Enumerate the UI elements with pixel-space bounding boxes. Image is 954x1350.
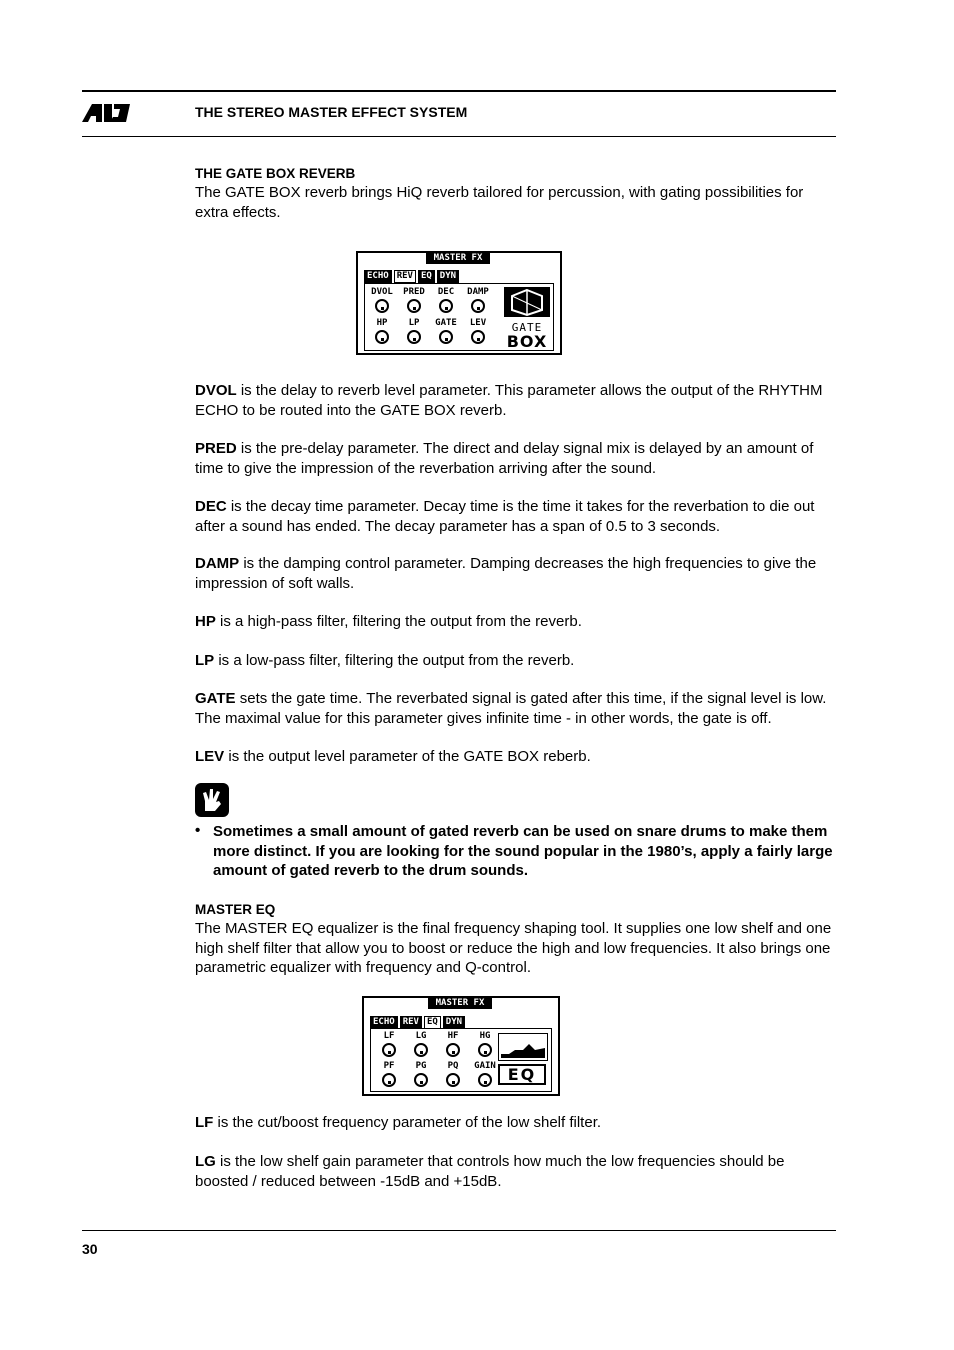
knob-label: DEC [437,287,455,297]
param-damp [195,554,840,593]
tip-text: Sometimes a small amount of gated reverb can be used on snare drums to make them more distinct. If you are looking for the sound popular in the 1980’s, apply a fairly large amount of gated reverb to the drum sounds. [213,823,833,879]
param-text: is the delay to reverb level parameter. This parameter allows the output of the RHYTHM ECHO to be routed into the GATE BOX reverb. [195,382,823,419]
param-lg [195,1152,840,1191]
knob-label: HG [479,1031,491,1041]
gatebox-logo-box: BOX [506,332,548,351]
knob-row-2 [366,318,494,344]
param-name: DVOL [195,382,237,399]
knob-label: GAIN [474,1061,496,1071]
knob-label: PF [383,1061,395,1071]
param-text: is the output level parameter of the GATE BOX reberb. [224,748,591,765]
param-text: is a low-pass filter, filtering the output from the reverb. [214,652,575,669]
knob-label: LEV [469,318,487,328]
tab-dyn: DYN [437,270,459,283]
param-lp [195,651,840,671]
knob-dial-icon [439,299,453,313]
knob-dial-icon [414,1043,428,1057]
tab-eq: EQ [424,1016,441,1029]
knob-pq [437,1061,469,1087]
screen-title: MASTER FX [428,998,492,1009]
header-top-rule [82,90,836,92]
eq-logo-text: EQ [498,1064,546,1085]
knob-dial-icon [414,1073,428,1087]
knob-dec [430,287,462,313]
knob-label: PRED [403,287,425,297]
knob-label: GATE [435,318,457,328]
mastereq-screen [362,996,560,1096]
param-name: PRED [195,440,237,457]
knob-lg [405,1031,437,1057]
elektron-logo [82,102,130,122]
eq-logo [498,1064,546,1086]
knob-dial-icon [375,330,389,344]
footer-rule [82,1230,836,1231]
knob-hp [366,318,398,344]
tab-rev: REV [400,1016,422,1029]
knob-dial-icon [478,1073,492,1087]
param-lev [195,747,840,767]
gatebox-screen [356,251,562,355]
cube-icon [504,287,550,317]
param-name: HP [195,613,216,630]
param-text: is a high-pass filter, filtering the output from the reverb. [215,613,582,630]
screen-tabs [364,270,459,283]
knob-dial-icon [446,1073,460,1087]
param-text: sets the gate time. The reverbated signal is gated after this time, if the signal level is low. The maximal value for this parameter gives infinite time - in other words, the gate is off. [195,690,827,727]
knob-row-1 [373,1031,501,1057]
eq-curve-display [498,1033,548,1061]
gatebox-intro: The GATE BOX reverb brings HiQ reverb tailored for percussion, with gating possibilities for extra effects. [195,184,804,221]
knob-dial-icon [471,330,485,344]
knob-label: HF [447,1031,459,1041]
knob-dial-icon [471,299,485,313]
page-number: 30 [82,1241,98,1257]
knob-pf [373,1061,405,1087]
knob-dial-icon [446,1043,460,1057]
param-hp [195,612,840,632]
knob-label: PG [415,1061,427,1071]
knob-row-2 [373,1061,501,1087]
knob-row-1 [366,287,494,313]
param-name: DAMP [195,555,240,572]
knob-label: DVOL [371,287,393,297]
knob-dial-icon [407,299,421,313]
param-name: LP [195,652,215,669]
knob-dial-icon [382,1073,396,1087]
param-text: is the damping control parameter. Damping decreases the high frequencies to give the impression of soft walls. [195,555,817,592]
param-name: LG [195,1153,216,1170]
param-pred [195,439,840,478]
knob-dial-icon [375,299,389,313]
param-text: is the low shelf gain parameter that controls how much the low frequencies should be boosted / reduced between -15dB and +15dB. [195,1153,785,1190]
tip-hand-icon [195,783,229,817]
knob-label: PQ [447,1061,459,1071]
gatebox-heading: THE GATE BOX REVERB [195,166,356,181]
tab-dyn: DYN [443,1016,465,1029]
tab-echo: ECHO [370,1016,398,1029]
knob-hg [469,1031,501,1057]
knob-dial-icon [478,1043,492,1057]
knob-dial-icon [439,330,453,344]
knob-label: LP [408,318,420,328]
gatebox-logo [504,287,550,351]
tip-bullet: • [195,822,201,839]
header-title: THE STEREO MASTER EFFECT SYSTEM [195,104,468,120]
knob-dial-icon [382,1043,396,1057]
param-name: LEV [195,748,225,765]
knob-gain [469,1061,501,1087]
gatebox-logo-gate: GATE [511,321,543,334]
tab-eq: EQ [418,270,435,283]
knob-hf [437,1031,469,1057]
mastereq-heading: MASTER EQ [195,902,276,917]
knob-damp [462,287,494,313]
param-lf [195,1113,840,1133]
screen-title: MASTER FX [426,253,490,264]
knob-dial-icon [407,330,421,344]
knob-label: LG [415,1031,427,1041]
knob-lev [462,318,494,344]
logo-icon [82,102,130,122]
knob-lp [398,318,430,344]
knob-pred [398,287,430,313]
param-text: is the pre-delay parameter. The direct and delay signal mix is delayed by an amount of time to give the impression of the reverbation arriving after the sound. [195,440,814,477]
param-dvol [195,381,840,420]
mastereq-intro: The MASTER EQ equalizer is the final frequency shaping tool. It supplies one low shelf and one high shelf filter that allow you to boost or reduce the high and low frequencies. It also brings one parametric equalizer with frequency and Q-control. [195,920,832,976]
eq-curve-icon [499,1034,547,1060]
header-bottom-rule [82,136,836,137]
param-name: DEC [195,498,227,515]
param-gate [195,689,840,728]
knob-label: LF [383,1031,395,1041]
knob-pg [405,1061,437,1087]
knob-gate [430,318,462,344]
param-name: LF [195,1114,214,1131]
param-text: is the decay time parameter. Decay time is the time it takes for the reverbation to die out after a sound has ended. The decay parameter has a span of 0.5 to 3 seconds. [195,498,815,535]
knob-label: DAMP [467,287,489,297]
knob-dvol [366,287,398,313]
param-text: is the cut/boost frequency parameter of the low shelf filter. [213,1114,602,1131]
param-name: GATE [195,690,236,707]
hand-icon [195,783,229,817]
tab-rev: REV [394,270,416,283]
knob-lf [373,1031,405,1057]
param-dec [195,497,840,536]
knob-label: HP [376,318,388,328]
tab-echo: ECHO [364,270,392,283]
